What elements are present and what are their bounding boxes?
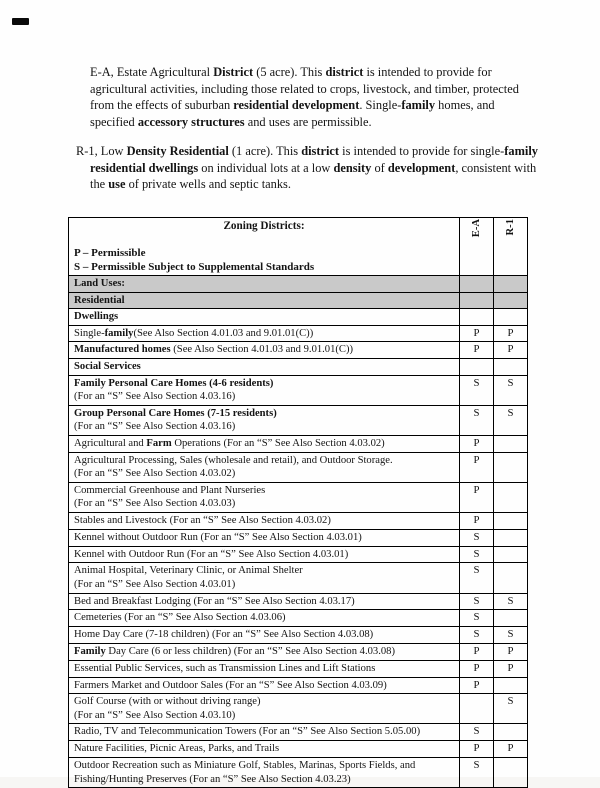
use-label [74,327,454,341]
use-label [74,484,454,498]
emphasis-text: development [388,161,455,175]
use-label-cell [69,694,460,724]
use-label [74,310,454,324]
zoning-table-body [69,275,528,787]
use-label-cell [69,677,460,694]
body-text: Day Care (6 or less children) (For an “S” See Also Section 4.03.08) [106,646,395,657]
emphasis-text: district [301,144,339,158]
permission-cell-ea: P [460,482,494,512]
permission-cell-ea: P [460,643,494,660]
body-text: Kennel with Outdoor Run (For an “S” See Also Section 4.03.01) [74,549,348,560]
permission-cell-r1: P [494,643,528,660]
permission-cell-r1 [494,452,528,482]
paragraph-ea-district [90,64,542,130]
use-label-cell [69,435,460,452]
permission-cell-ea: P [460,741,494,758]
table-title: Zoning Districts: [74,219,454,233]
permission-cell-ea: S [460,758,494,788]
use-label-cell [69,660,460,677]
emphasis-text: Family Personal Care Homes (4-6 residents) [74,378,273,389]
use-row [69,563,528,593]
permission-cell-ea: P [460,660,494,677]
body-text: , consistent with the [90,161,536,192]
use-note: (For an “S” See Also Section 4.03.16) [74,390,454,404]
use-row [69,375,528,405]
body-text: Golf Course (with or without driving range) [74,696,261,707]
permission-cell-r1 [494,724,528,741]
use-row [69,342,528,359]
permission-cell-ea: S [460,627,494,644]
intro-section [90,64,542,193]
permission-cell-r1 [494,309,528,326]
body-text: . Single- [359,98,401,112]
use-note: (For an “S” See Also Section 4.03.02) [74,467,454,481]
use-label [74,548,454,562]
permission-cell-ea: S [460,546,494,563]
emphasis-text: Residential [74,295,125,306]
use-label-cell [69,482,460,512]
use-row [69,529,528,546]
permission-cell-ea: P [460,512,494,529]
use-row [69,482,528,512]
permission-cell-r1 [494,563,528,593]
permission-cell-r1 [494,610,528,627]
body-text: of private wells and septic tanks. [125,177,291,191]
permission-cell-ea: P [460,342,494,359]
permission-cell-r1 [494,529,528,546]
use-label [74,759,454,786]
section-label-cell [69,275,460,292]
use-label [74,454,454,468]
use-label-cell [69,529,460,546]
use-label-cell [69,375,460,405]
use-label [74,514,454,528]
column-header-r1 [494,217,528,275]
use-note: (For an “S” See Also Section 4.03.16) [74,420,454,434]
use-label [74,277,454,291]
use-label [74,725,454,739]
use-label [74,595,454,609]
use-row [69,452,528,482]
use-row [69,546,528,563]
use-row [69,325,528,342]
permission-cell-ea: P [460,325,494,342]
permission-cell-r1: P [494,325,528,342]
body-text: E-A, Estate Agricultural [90,65,213,79]
body-text: Kennel without Outdoor Run (For an “S” See Also Section 4.03.01) [74,532,362,543]
permission-cell-r1 [494,546,528,563]
body-text: (5 acre). This [253,65,325,79]
use-label-cell [69,325,460,342]
legend-supplemental: S – Permissible Subject to Supplemental Standards [74,260,454,274]
section-label-cell [69,292,460,309]
body-text: on individual lots at a low [198,161,333,175]
permission-cell-ea: P [460,435,494,452]
column-label-r1: R-1 [504,219,518,235]
permission-cell-r1: P [494,741,528,758]
use-label-cell [69,342,460,359]
permission-cell-ea [460,359,494,376]
use-row [69,724,528,741]
use-label [74,611,454,625]
table-header-cell [69,217,460,275]
use-label [74,407,454,421]
permission-cell-ea: S [460,405,494,435]
use-label-cell [69,741,460,758]
use-label-cell [69,593,460,610]
use-label-cell [69,405,460,435]
use-label [74,679,454,693]
permission-cell-r1 [494,758,528,788]
use-label-cell [69,627,460,644]
use-row [69,643,528,660]
body-text: Radio, TV and Telecommunication Towers (For an “S” See Also Section 5.05.00) [74,726,420,737]
use-label-cell [69,452,460,482]
emphasis-text: Density Residential [127,144,229,158]
emphasis-text: District [213,65,253,79]
body-text: Bed and Breakfast Lodging (For an “S” See Also Section 4.03.17) [74,596,355,607]
permission-cell-r1: S [494,593,528,610]
permission-cell-r1 [494,512,528,529]
body-text: is intended to provide for single- [339,144,504,158]
column-header-ea [460,217,494,275]
use-label-cell [69,610,460,627]
emphasis-text: district [325,65,363,79]
section-label-cell [69,359,460,376]
use-label [74,294,454,308]
use-row [69,627,528,644]
body-text: homes, and specified [90,98,495,129]
use-row [69,677,528,694]
section-row [69,359,528,376]
body-text: Nature Facilities, Picnic Areas, Parks, and Trails [74,743,279,754]
permission-cell-r1 [494,359,528,376]
section-row [69,275,528,292]
use-row [69,512,528,529]
permission-cell-r1 [494,677,528,694]
use-row [69,435,528,452]
permission-cell-r1: P [494,342,528,359]
section-row [69,309,528,326]
emphasis-text: Dwellings [74,311,118,322]
body-text: and uses are permissible. [245,115,372,129]
permission-cell-ea: P [460,452,494,482]
body-text: (See Also Section 4.01.03 and 9.01.01(C)) [171,344,353,355]
use-row [69,758,528,788]
section-label-cell [69,309,460,326]
use-row [69,593,528,610]
body-text: Agricultural and [74,438,146,449]
body-text: Outdoor Recreation such as Miniature Golf, Stables, Marinas, Sports Fields, and Fishing/Hunting Preserves (For an “S” See Also Section 4.03.23) [74,760,415,785]
use-row [69,741,528,758]
body-text: Farmers Market and Outdoor Sales (For an “S” See Also Section 4.03.09) [74,680,387,691]
use-label [74,377,454,391]
emphasis-text: use [108,177,125,191]
emphasis-text: family residential dwellings [90,144,538,175]
permission-cell-ea: S [460,563,494,593]
permission-cell-ea [460,292,494,309]
use-label [74,360,454,374]
permission-cell-r1 [494,435,528,452]
permission-cell-ea: S [460,724,494,741]
body-text: Essential Public Services, such as Transmission Lines and Lift Stations [74,663,375,674]
permission-cell-ea: S [460,375,494,405]
column-label-ea: E-A [470,219,484,237]
use-label [74,662,454,676]
body-text: (See Also Section 4.01.03 and 9.01.01(C)) [133,328,313,339]
permission-cell-ea [460,694,494,724]
permission-cell-r1 [494,292,528,309]
use-row [69,694,528,724]
paragraph-r1-district [90,143,542,193]
use-label [74,628,454,642]
use-label-cell [69,643,460,660]
permission-cell-r1: S [494,375,528,405]
body-text: Stables and Livestock (For an “S” See Also Section 4.03.02) [74,515,331,526]
use-label [74,531,454,545]
emphasis-text: Family [74,646,106,657]
table-header-row [69,217,528,275]
use-row [69,405,528,435]
emphasis-text: Farm [146,438,171,449]
use-label [74,695,454,709]
use-label [74,742,454,756]
emphasis-text: Manufactured homes [74,344,171,355]
permission-cell-ea: S [460,610,494,627]
use-label [74,343,454,357]
use-label-cell [69,546,460,563]
use-label [74,645,454,659]
use-row [69,610,528,627]
body-text: Commercial Greenhouse and Plant Nurseries [74,485,265,496]
permission-cell-ea [460,309,494,326]
zoning-table-head [69,217,528,275]
emphasis-text: accessory structures [138,115,245,129]
permission-cell-ea: P [460,677,494,694]
permission-cell-r1: S [494,627,528,644]
body-text: of [371,161,388,175]
body-text: is intended to provide for agricultural activities, including those related to crops, livestock, and timber, protected from the effects of suburban [90,65,519,112]
use-label [74,564,454,578]
emphasis-text: family [401,98,435,112]
body-text: R-1, Low [76,144,127,158]
use-label-cell [69,758,460,788]
body-text: Home Day Care (7-18 children) (For an “S” See Also Section 4.03.08) [74,629,373,640]
use-row [69,660,528,677]
use-note: (For an “S” See Also Section 4.03.03) [74,497,454,511]
legend-permissible: P – Permissible [74,246,454,260]
section-row [69,292,528,309]
permission-cell-r1: S [494,694,528,724]
emphasis-text: Land Uses: [74,278,125,289]
use-note: (For an “S” See Also Section 4.03.10) [74,709,454,723]
permission-cell-r1 [494,482,528,512]
body-text: Animal Hospital, Veterinary Clinic, or Animal Shelter [74,565,303,576]
permission-cell-ea: S [460,593,494,610]
emphasis-text: Social Services [74,361,141,372]
body-text: (1 acre). This [229,144,301,158]
emphasis-text: density [333,161,371,175]
body-text: Operations (For an “S” See Also Section 4.03.02) [172,438,385,449]
zoning-table [68,217,528,788]
permission-cell-ea: S [460,529,494,546]
use-label [74,437,454,451]
emphasis-text: Group Personal Care Homes (7-15 residents) [74,408,277,419]
body-text: Single- [74,328,105,339]
permission-cell-r1 [494,275,528,292]
emphasis-text: family [105,328,134,339]
permission-cell-r1: P [494,660,528,677]
use-note: (For an “S” See Also Section 4.03.01) [74,578,454,592]
emphasis-text: residential development [233,98,359,112]
body-text: Agricultural Processing, Sales (wholesale and retail), and Outdoor Storage. [74,455,393,466]
use-label-cell [69,724,460,741]
use-label-cell [69,563,460,593]
permission-cell-r1: S [494,405,528,435]
use-label-cell [69,512,460,529]
scan-artifact [12,18,29,25]
body-text: Cemeteries (For an “S” See Also Section 4.03.06) [74,612,286,623]
permission-cell-ea [460,275,494,292]
